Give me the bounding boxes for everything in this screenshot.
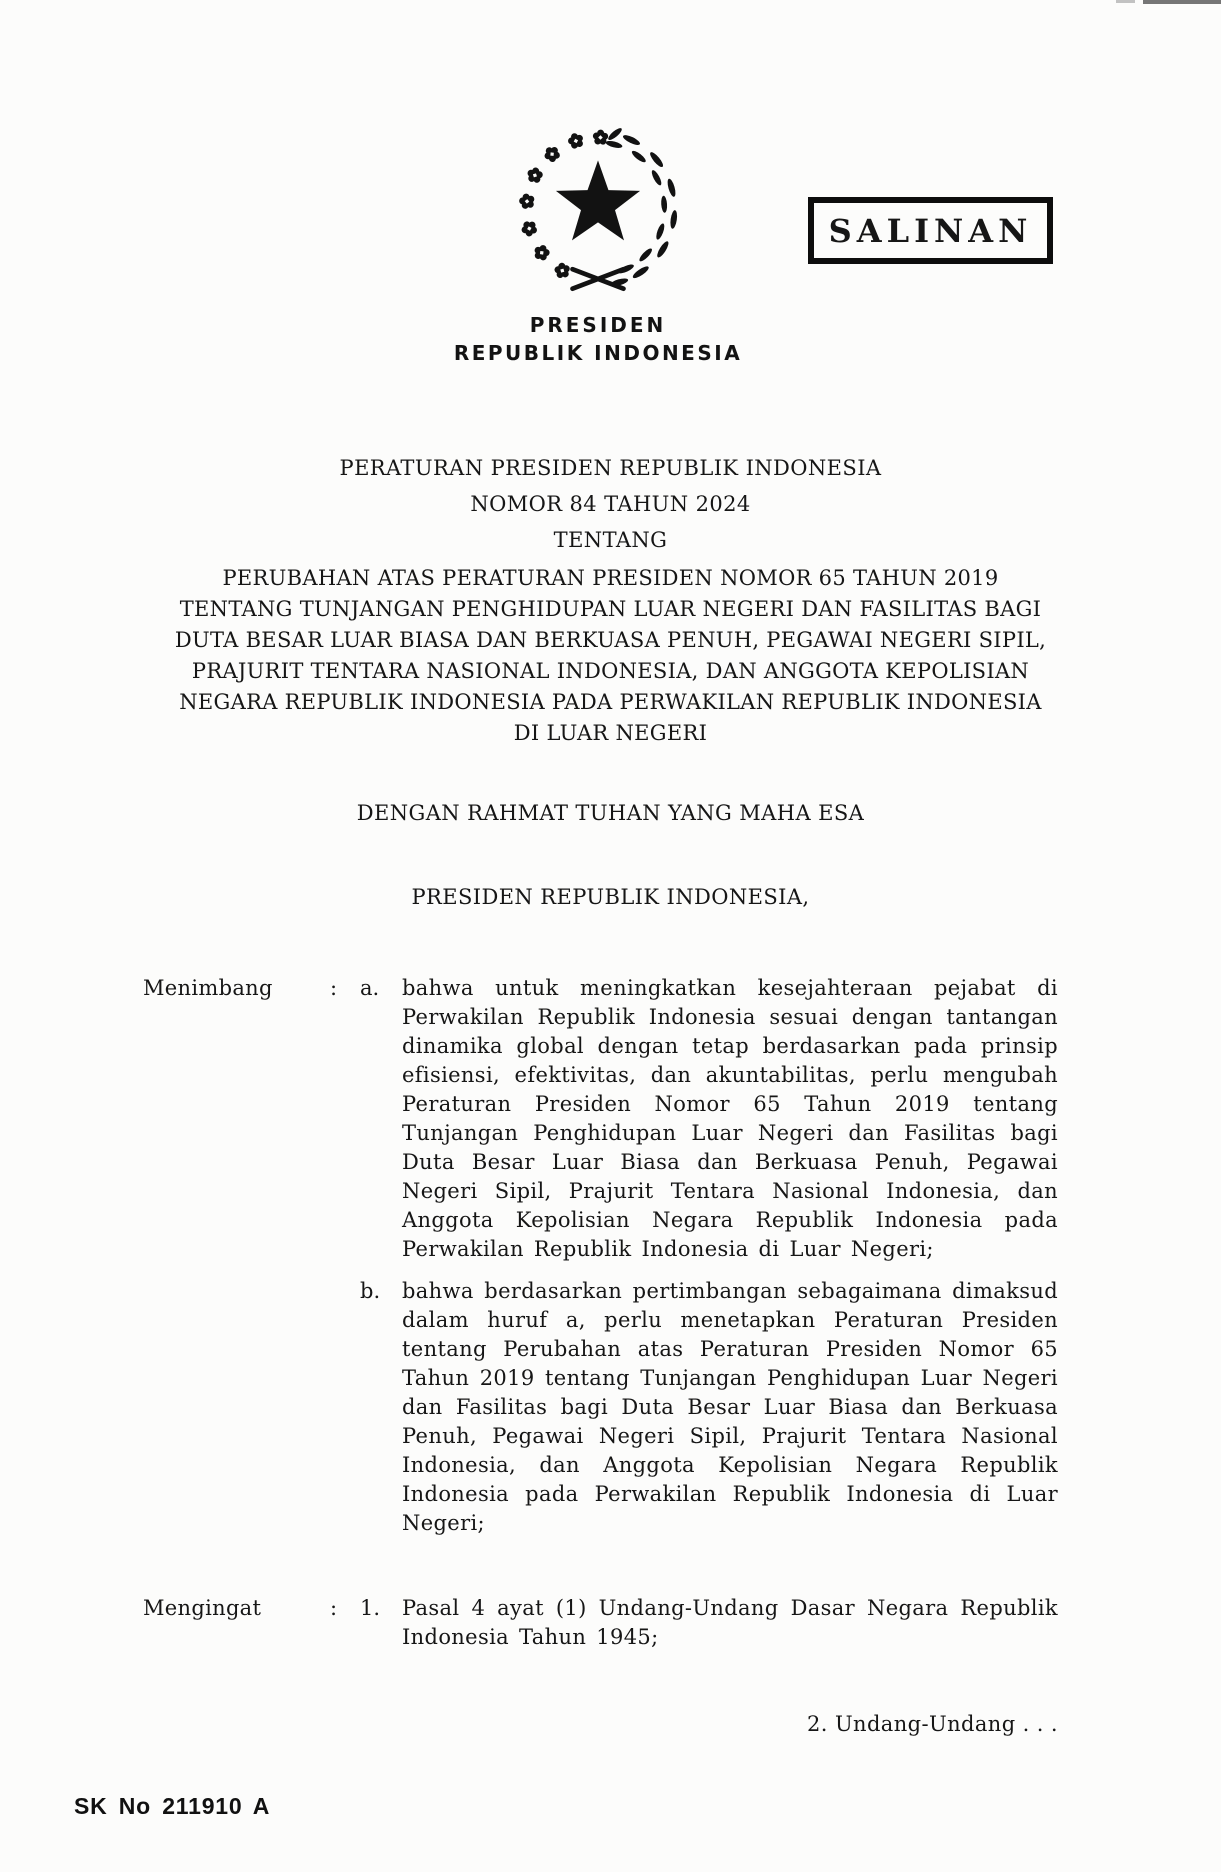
subject-line: TENTANG TUNJANGAN PENGHIDUPAN LUAR NEGERI DAN FASILITAS BAGI — [179, 597, 1042, 621]
enacting-authority-line: PRESIDEN REPUBLIK INDONESIA, — [411, 885, 810, 909]
considering-item-text: bahwa untuk meningkatkan kesejahteraan pejabat di Perwakilan Republik Indonesia sesuai dengan tantangan dinamika global dengan tetap berdasarkan pada prinsip efisiensi, efektivitas, dan akuntabilitas, perlu mengubah Peraturan Presiden Nomor 65 Tahun 2019 tentang Tunjangan Penghidupan Luar Negeri dan Fasilitas bagi Duta Besar Luar Biasa dan Berkuasa Penuh, Pegawai Negeri Sipil, Prajurit Tentara Nasional Indonesia, dan Anggota Kepolisian Negara Republik Indonesia pada Perwakilan Republik Indonesia di Luar Negeri; — [402, 976, 1058, 1261]
title-line-1: PERATURAN PRESIDEN REPUBLIK INDONESIA — [339, 456, 882, 480]
title-line-3: TENTANG — [553, 528, 668, 552]
subject-line: DUTA BESAR LUAR BIASA DAN BERKUASA PENUH, PEGAWAI NEGERI SIPIL, — [174, 628, 1047, 652]
catchword-next-page: 2. Undang-Undang . . . — [807, 1712, 1058, 1736]
document-title — [0, 450, 1221, 558]
letterhead-republik-indonesia: REPUBLIK INDONESIA — [453, 341, 743, 365]
considering-item-text: bahwa berdasarkan pertimbangan sebagaimana dimaksud dalam huruf a, perlu menetapkan Peraturan Presiden tentang Perubahan atas Peraturan Presiden Nomor 65 Tahun 2019 tentang Tunjangan Penghidupan Luar Negeri dan Fasilitas bagi Duta Besar Luar Biasa dan Berkuasa Penuh, Pegawai Negeri Sipil, Prajurit Tentara Nasional Indonesia, dan Anggota Kepolisian Negara Republik Indonesia pada Perwakilan Republik Indonesia di Luar Negeri; — [402, 1279, 1058, 1535]
subject-line: PERUBAHAN ATAS PERATURAN PRESIDEN NOMOR 65 TAHUN 2019 — [222, 566, 999, 590]
salinan-stamp — [808, 197, 1053, 264]
legal-basis-label: Mengingat — [143, 1596, 262, 1620]
subject-line: NEGARA REPUBLIK INDONESIA PADA PERWAKILAN REPUBLIK INDONESIA — [179, 690, 1042, 714]
salinan-stamp-text: SALINAN — [828, 211, 1033, 250]
footer-doc-code: SK No 211910 A — [74, 1793, 271, 1819]
presidential-star-wreath-emblem — [513, 126, 683, 301]
scan-artifact-light — [1116, 0, 1135, 3]
considering-row-a — [143, 974, 1058, 1264]
considering-item-marker: a. — [360, 976, 380, 1000]
title-line-2: NOMOR 84 TAHUN 2024 — [470, 492, 751, 516]
document-subject — [114, 563, 1107, 749]
considering-item-marker: b. — [360, 1279, 381, 1303]
considering-row-b — [143, 1277, 1058, 1538]
legal-basis-row-1 — [143, 1594, 1058, 1652]
considering-label: Menimbang — [143, 976, 273, 1000]
legal-basis-item-text: Pasal 4 ayat (1) Undang-Undang Dasar Negara Republik Indonesia Tahun 1945; — [402, 1596, 1058, 1649]
scan-artifact-dark — [1143, 0, 1221, 4]
considering-separator: : — [330, 976, 338, 1000]
clauses-section — [143, 974, 1058, 1652]
legal-basis-item-marker: 1. — [360, 1596, 381, 1620]
letterhead-presiden: PRESIDEN — [529, 313, 667, 337]
legal-basis-separator: : — [330, 1596, 338, 1620]
invocation-line: DENGAN RAHMAT TUHAN YANG MAHA ESA — [356, 801, 865, 825]
subject-line: PRAJURIT TENTARA NASIONAL INDONESIA, DAN ANGGOTA KEPOLISIAN — [191, 659, 1030, 683]
subject-line: DI LUAR NEGERI — [513, 721, 708, 745]
